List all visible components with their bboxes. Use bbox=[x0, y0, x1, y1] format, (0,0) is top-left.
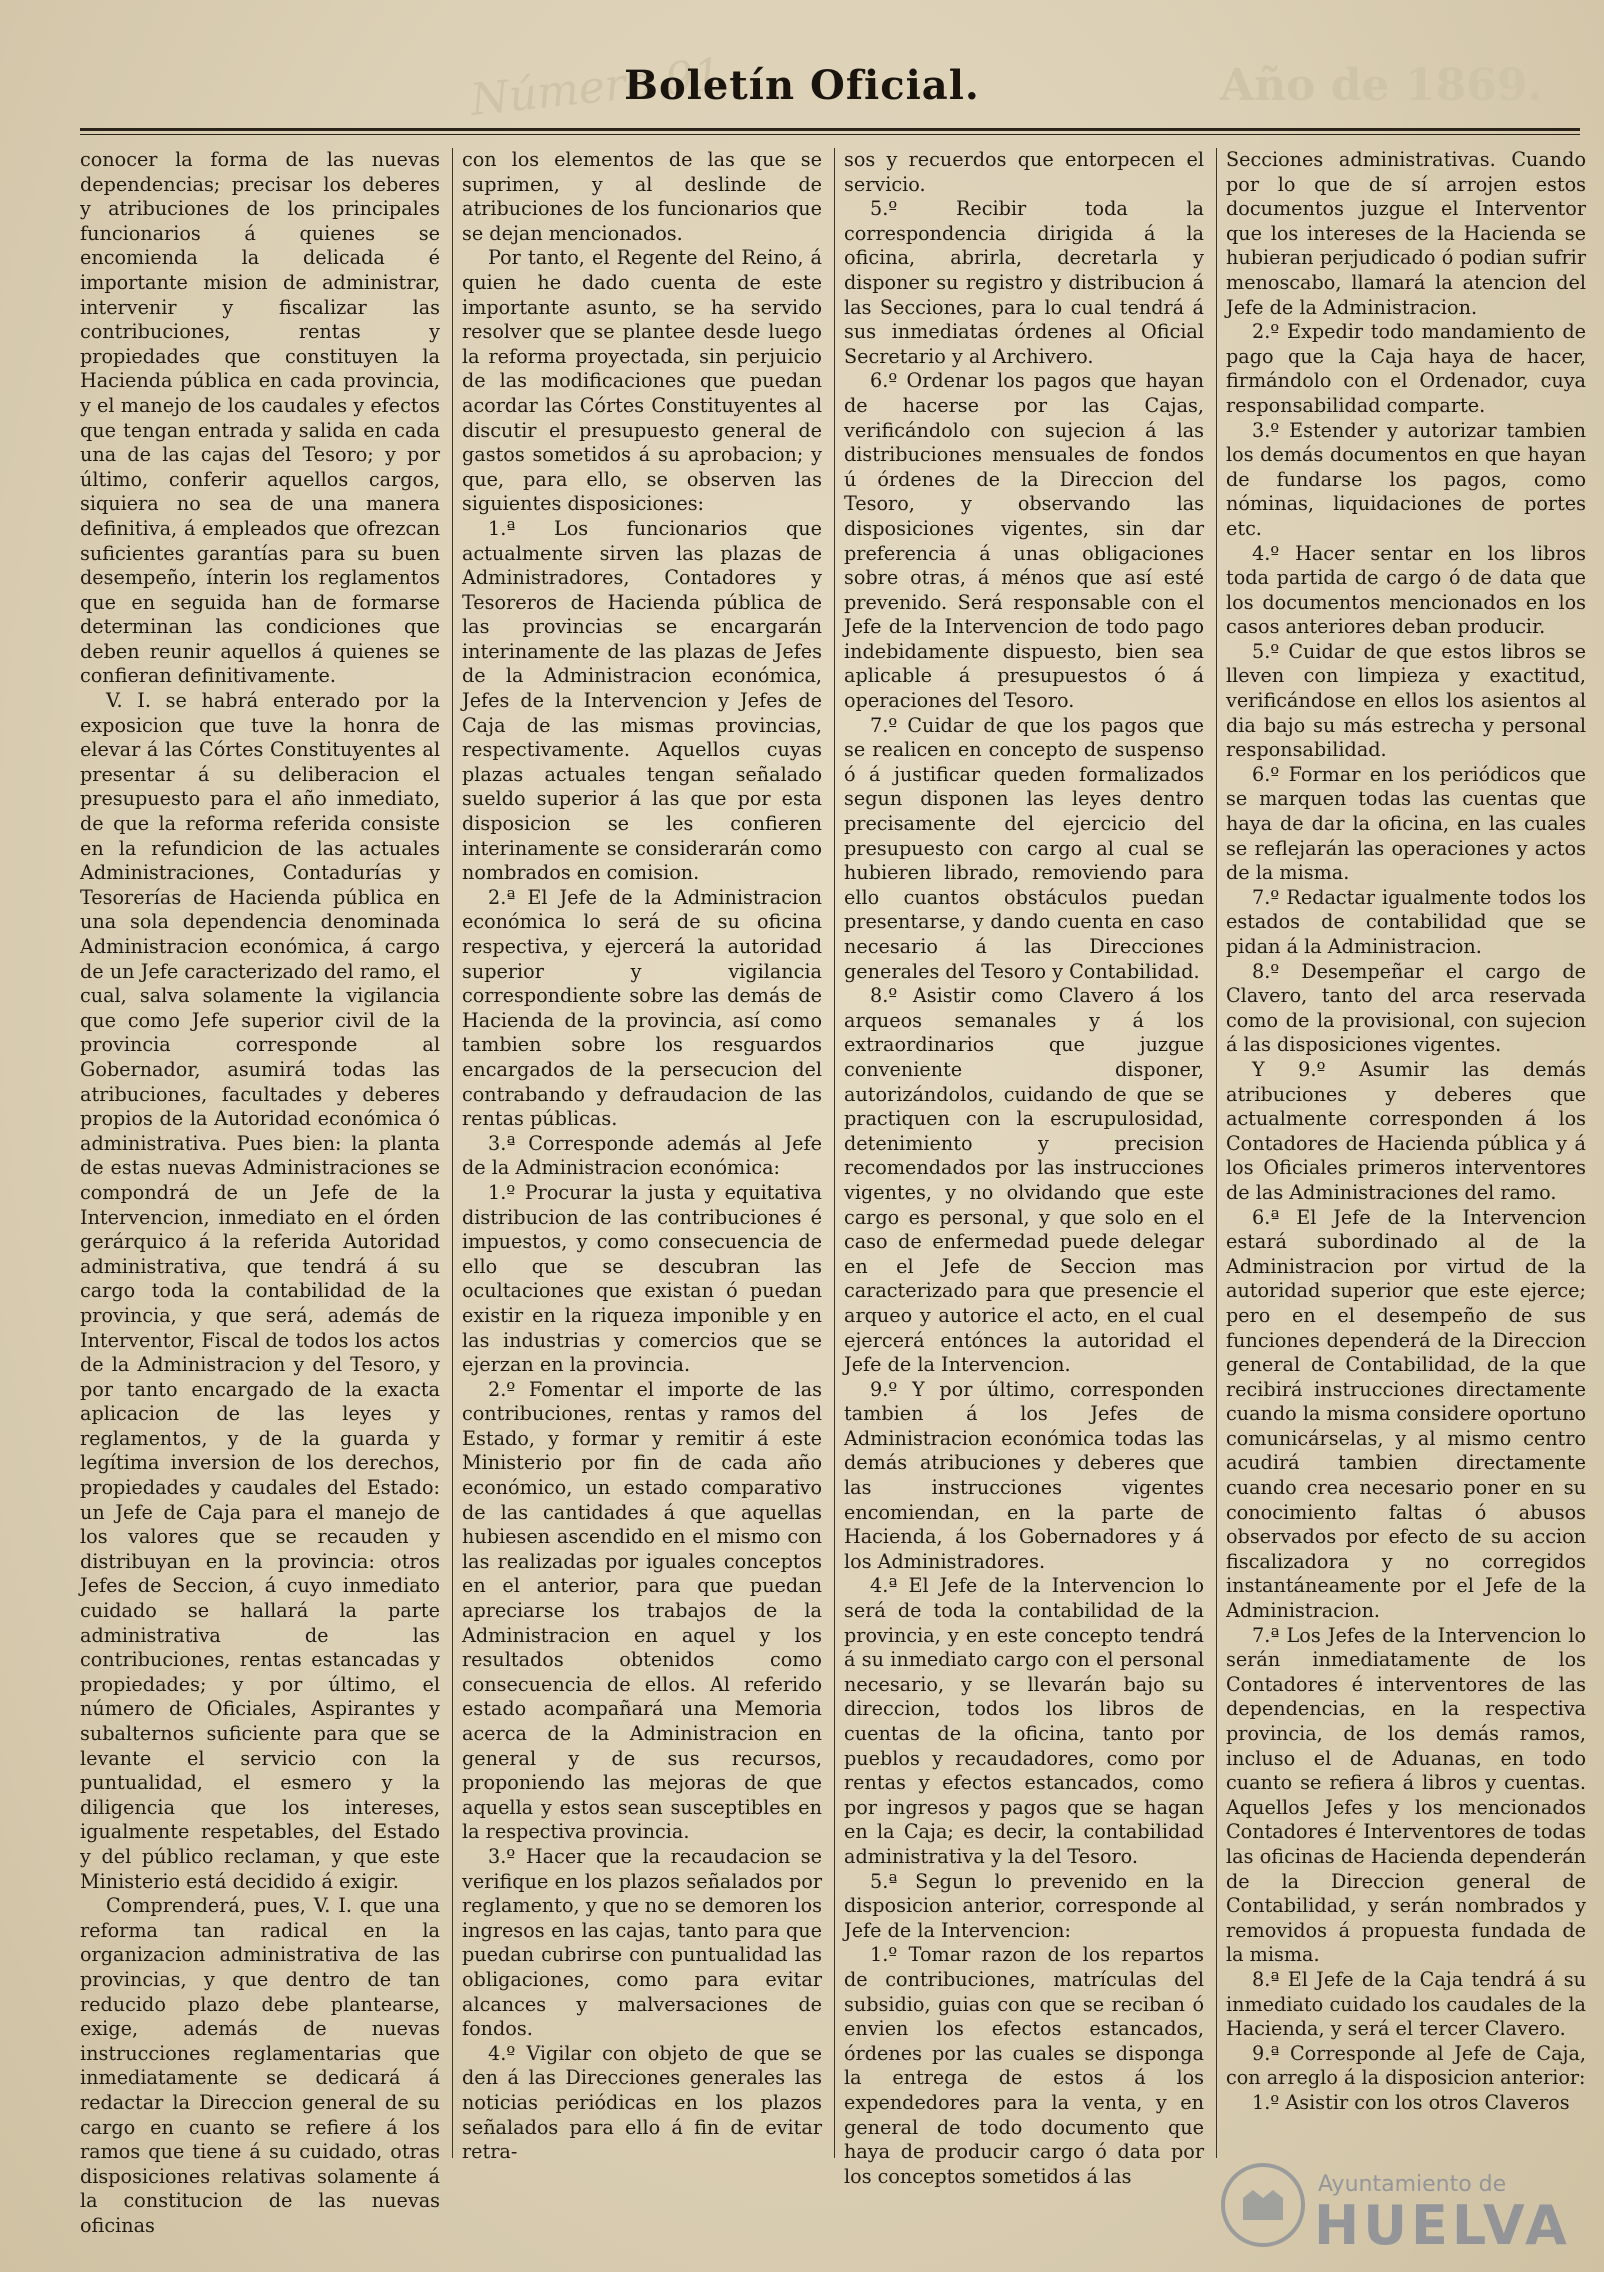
article-paragraph: 6.º Ordenar los pagos que hayan de hacerse por las Cajas, verificándolo con sujecion á las distribuciones mensuales de fondos ú órdenes de la Direccion del Tesoro, y observando las disposiciones vigentes, sin dar preferencia á unas obligaciones sobre otras, á ménos que así esté prevenido. Será responsable con el Jefe de la Intervencion de todo pago indebidamente dispuesto, bien sea aplicable á presupuestos ó á operaciones del Tesoro. bbox=[844, 369, 1204, 713]
article-paragraph: con los elementos de las que se suprimen, y al deslinde de atribuciones de los funcionarios que se dejan mencionados. bbox=[462, 148, 822, 245]
article-paragraph: 6.º Formar en los periódicos que se marquen todas las cuentas que haya de dar la oficina, en las cuales se reflejarán las operaciones y actos de la misma. bbox=[1226, 762, 1586, 885]
column-divider bbox=[1216, 148, 1217, 2158]
article-paragraph: 8.º Desempeñar el cargo de Clavero, tanto del arca reservada como de la provisional, con sujecion á las disposiciones vigentes. bbox=[1226, 959, 1586, 1057]
article-paragraph: 4.ª El Jefe de la Intervencion lo será de toda la contabilidad de la provincia, y en este concepto tendrá á su inmediato cargo con el personal necesario, y se llevarán bajo su direccion, todos los libros de cuentas de la oficina, tanto por pueblos y recaudadores, como por rentas y efectos estancados, como por ingresos y pagos que se hagan en la Caja; es decir, la contabilidad administrativa y la del Tesoro. bbox=[844, 1574, 1204, 1868]
article-paragraph: 9.º Y por último, corresponden tambien á los Jefes de Administracion económica todas las demás atribuciones y deberes que las instrucciones vigentes encomiendan, en la parte de Hacienda, á los Gobernadores y á los Administradores. bbox=[844, 1377, 1204, 1573]
article-paragraph: 2.ª El Jefe de la Administracion económica lo será de su oficina respectiva, y ejercerá la autoridad superior y vigilancia correspondiente sobre las demás de Hacienda de la provincia, así como tambien sobre los resguardos encargados de la persecucion del contrabando y defraudacion de las rentas públicas. bbox=[462, 885, 822, 1131]
article-paragraph: Por tanto, el Regente del Reino, á quien he dado cuenta de este importante asunto, se ha servido resolver que se plantee desde luego la reforma proyectada, sin perjuicio de las modificaciones que puedan acordar las Córtes Constituyentes al discutir el presupuesto general de gastos sometidos á su aprobacion; y que, para ello, se observen las siguientes disposiciones: bbox=[462, 246, 822, 516]
masthead-title: Boletín Oficial. bbox=[624, 62, 980, 109]
article-paragraph: 3.º Hacer que la recaudacion se verifique en los plazos señalados por reglamento, y que no se demoren los ingresos en las cajas, tanto para que puedan cubrirse con puntualidad las obligaciones, como para evitar alcances y malversaciones de fondos. bbox=[462, 1844, 822, 2041]
masthead bbox=[0, 40, 1604, 130]
article-paragraph: 4.º Vigilar con objeto de que se den á las Direcciones generales las noticias periódicas en los plazos señalados para ello á fin de evitar retra- bbox=[462, 2041, 822, 2164]
article-paragraph: Y 9.º Asumir las demás atribuciones y deberes que actualmente corresponden á los Contadores de Hacienda pública y á los Oficiales primeros interventores de las Administraciones del ramo. bbox=[1226, 1057, 1586, 1204]
article-paragraph: 3.ª Corresponde además al Jefe de la Administracion económica: bbox=[462, 1131, 822, 1180]
article-paragraph: Comprenderá, pues, V. I. que una reforma tan radical en la organizacion administrativa de las provincias, y que dentro de tan reducido plazo debe plantearse, exige, además de nuevas instrucciones reglamentarias que inmediatamente se dedicará á redactar la Direccion general de su cargo en cuanto se refiere á los ramos que tiene á su cuidado, otras disposiciones relativas solamente á la constitucion de las nuevas oficinas bbox=[80, 1894, 440, 2237]
article-paragraph: 8.º Asistir como Clavero á los arqueos semanales y á los extraordinarios que juzgue conveniente disponer, autorizándolos, cuidando de que se practiquen con la escrupulosidad, detenimiento y precision recomendados por las instrucciones vigentes, y no olvidando que este cargo es personal, y que solo en el caso de enfermedad puede delegar en el Jefe de Seccion mas caracterizado para que presencie el arqueo y autorice el acto, en el cual ejercerá entónces la autoridad el Jefe de la Intervencion. bbox=[844, 984, 1204, 1377]
article-paragraph: Secciones administrativas. Cuando por lo que de sí arrojen estos documentos juzgue el Interventor que los intereses de la Hacienda se hubieran perjudicado ó podian sufrir menoscabo, llamará la atencion del Jefe de la Administracion. bbox=[1226, 148, 1586, 319]
article-paragraph: 1.º Asistir con los otros Claveros bbox=[1252, 2090, 1570, 2114]
watermark-line-1: Ayuntamiento de bbox=[1318, 2172, 1507, 2197]
article-paragraph: 9.ª Corresponde al Jefe de Caja, con arreglo á la disposicion anterior: bbox=[1226, 2041, 1586, 2090]
article-paragraph: 1.ª Los funcionarios que actualmente sirven las plazas de Administradores, Contadores y Tesoreros de Hacienda pública de las provincias se encargarán interinamente de las plazas de Jefes de la Administracion económica, Jefes de la Intervencion y Jefes de Caja de las mismas provincias, respectivamente. Aquellos cuyas plazas actuales tengan señalado sueldo superior á las que por esta disposicion se les confieren interinamente se considerarán como nombrados en comision. bbox=[462, 516, 822, 885]
article-paragraph: 7.º Redactar igualmente todos los estados de contabilidad que se pidan á la Administracion. bbox=[1226, 885, 1586, 958]
watermark-line-2: HUELVA bbox=[1314, 2194, 1571, 2257]
header-rule bbox=[80, 128, 1580, 131]
article-paragraph: V. I. se habrá enterado por la exposicion que tuve la honra de elevar á las Córtes Constituyentes al presentar á su deliberacion el presupuesto para el año inmediato, de que la reforma referida consiste en la refundicion de las actuales Administraciones, Contadurías y Tesorerías de Hacienda pública en una sola dependencia denominada Administracion económica, á cargo de un Jefe caracterizado del ramo, el cual, salva solamente la vigilancia que como Jefe superior civil de la provincia corresponde al Gobernador, asumirá todas las atribuciones, facultades y deberes propios de la Autoridad económica ó administrativa. Pues bien: la planta de estas nuevas Administraciones se compondrá de un Jefe de la Intervencion, inmediato en el órden gerárquico á la referida Autoridad administrativa, que tendrá á su cargo toda la contabilidad de la provincia, y que será, además de Interventor, Fiscal de todos los actos de la Administracion y del Tesoro, y por tanto encargado de la exacta aplicacion de las leyes y reglamentos, y de la guarda y legítima inversion de los derechos, propiedades y caudales del Estado: un Jefe de Caja para el manejo de los valores que se recauden y distribuyan en la provincia: otros Jefes de Seccion, á cuyo inmediato cuidado se hallará la parte administrativa de las contribuciones, rentas estancadas y propiedades; y por último, el número de Oficiales, Aspirantes y subalternos suficiente para que se levante el servicio con la puntualidad, el esmero y la diligencia que los intereses, igualmente respetables, del Estado y del público reclaman, y que este Ministerio está decidido á exigir. bbox=[80, 689, 440, 1893]
article-paragraph: 7.º Cuidar de que los pagos que se realicen en concepto de suspenso ó á justificar queden formalizados segun disponen las leyes dentro precisamente del ejercicio del presupuesto con cargo al cual se hubieren librado, removiendo para ello cuantos obstáculos puedan presentarse, y dando cuenta en caso necesario á las Direcciones generales del Tesoro y Contabilidad. bbox=[844, 713, 1204, 983]
column-2 bbox=[462, 148, 822, 2164]
archive-watermark bbox=[1218, 2150, 1571, 2260]
article-paragraph: 6.ª El Jefe de la Intervencion estará subordinado al de la Administracion por virtud de la autoridad superior que este ejerce; pero en el desempeño de sus funciones dependerá de la Direccion general de Contabilidad, de la que recibirá instrucciones directamente cuando la misma considere oportuno comunicárselas, y al mismo centro acudirá tambien directamente cuando crea necesario poner en su conocimiento faltas ó abusos observados por efecto de su accion fiscalizadora y no corregidos instantáneamente por el Jefe de la Administracion. bbox=[1226, 1205, 1586, 1623]
article-paragraph: 4.º Hacer sentar en los libros toda partida de cargo ó de data que los documentos mencionados en los casos anteriores deban producir. bbox=[1226, 541, 1586, 639]
column-4 bbox=[1226, 148, 1586, 2158]
article-paragraph: conocer la forma de las nuevas dependencias; precisar los deberes y atribuciones de los principales funcionarios á quienes se encomienda la delicada é importante mision de administrar, intervenir y fiscalizar las contribuciones, rentas y propiedades que constituyen la Hacienda pública en cada provincia, y el manejo de los caudales y efectos que tengan entrada y salida en cada una de las cajas del Tesoro; y por último, conferir aquellos cargos, siquiera no sea de una manera definitiva, á empleados que ofrezcan suficientes garantías para su buen desempeño, ínterin los reglamentos que en seguida han de formarse determinan las condiciones que deben reunir aquellos á quienes se confieran definitivamente. bbox=[80, 148, 440, 688]
article-paragraph: sos y recuerdos que entorpecen el servicio. bbox=[844, 148, 1204, 196]
article-paragraph: 5.º Recibir toda la correspondencia dirigida á la oficina, abrirla, decretarla y disponer su registro y distribucion á las Secciones, para lo cual tendrá á sus inmediatas órdenes al Oficial Secretario y al Archivero. bbox=[844, 197, 1204, 368]
article-paragraph: 1.º Tomar razon de los repartos de contribuciones, matrículas del subsidio, guias con que se reciban ó envien los efectos estancados, órdenes por las cuales se disponga la entrega de estos á los expendedores para la venta, y en general de todo documento que haya de producir cargo ó data por los conceptos sometidos á las bbox=[844, 1943, 1204, 2188]
city-seal-icon bbox=[1218, 2160, 1308, 2250]
column-1 bbox=[80, 148, 440, 2237]
column-divider bbox=[452, 148, 453, 2158]
article-paragraph: 5.ª Segun lo prevenido en la disposicion anterior, corresponde al Jefe de la Intervencion: bbox=[844, 1869, 1204, 1942]
header-rule-thin bbox=[80, 134, 1580, 135]
article-paragraph: 8.ª El Jefe de la Caja tendrá á su inmediato cuidado los caudales de la Hacienda, y será el tercer Clavero. bbox=[1226, 1967, 1586, 2041]
article-paragraph: 3.º Estender y autorizar tambien los demás documentos en que hayan de fundarse los pagos, como nóminas, liquidaciones de portes etc. bbox=[1226, 418, 1586, 540]
column-divider bbox=[834, 148, 835, 2158]
article-paragraph: 1.º Procurar la justa y equitativa distribucion de las contribuciones é impuestos, y como consecuencia de ello que se descubran las ocultaciones que existan ó puedan existir en la riqueza imponible y en las industrias y comercios que se ejerzan en la provincia. bbox=[462, 1180, 822, 1377]
masthead-year: Año de 1869. bbox=[1220, 60, 1543, 111]
article-paragraph: 2.º Expedir todo mandamiento de pago que la Caja haya de hacer, firmándolo con el Ordenador, cuya responsabilidad comparte. bbox=[1226, 320, 1586, 417]
article-paragraph: 2.º Fomentar el importe de las contribuciones, rentas y ramos del Estado, y formar y remitir á este Ministerio por fin de cada año económico, un estado comparativo de las cantidades á que aquellas hubiesen ascendido en el mismo con las realizadas por iguales conceptos en el anterior, para que puedan apreciarse los trabajos de la Administracion en aquel y los resultados obtenidos como consecuencia de ellos. Al referido estado acompañará una Memoria acerca de la Administracion en general y de sus recursos, proponiendo las mejoras de que aquella y estos sean susceptibles en la respectiva provincia. bbox=[462, 1377, 822, 1844]
masthead-issue-number: Número 91 bbox=[468, 48, 725, 127]
article-paragraph: 5.º Cuidar de que estos libros se lleven con limpieza y exactitud, verificándose en ellos los asientos al dia bajo su más estrecha y personal responsabilidad. bbox=[1226, 639, 1586, 762]
article-paragraph: 7.ª Los Jefes de la Intervencion lo serán inmediatamente de los Contadores é interventores de las dependencias, en la respectiva provincia, de los demás ramos, incluso el de Aduanas, en todo cuanto se refiera á libros y cuentas. Aquellos Jefes y los mencionados Contadores é Interventores de todas las oficinas de Hacienda dependerán de la Direccion general de Contabilidad, y serán nombrados y removidos á propuesta fundada de la misma. bbox=[1226, 1623, 1586, 1967]
column-3 bbox=[844, 148, 1204, 2188]
